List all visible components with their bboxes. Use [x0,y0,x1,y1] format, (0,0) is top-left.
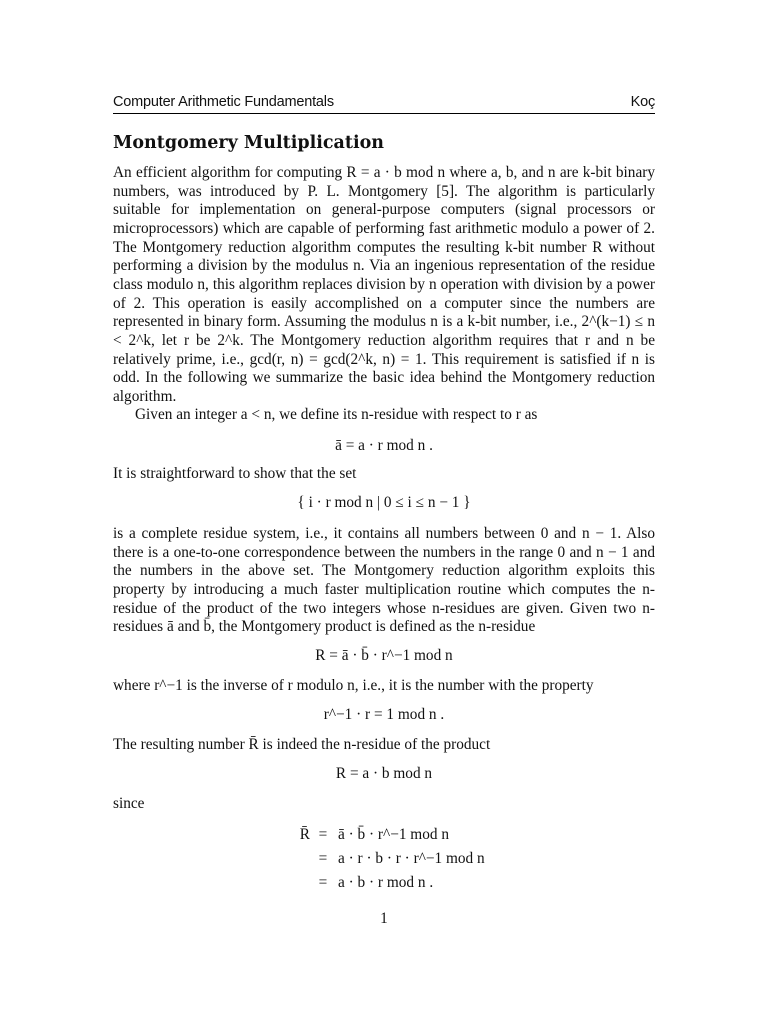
page-number: 1 [380,910,388,927]
paragraph-residue-system: is a complete residue system, i.e., it contains all numbers between 0 and n − 1. Also there is a one-to-one correspondence between the numbers in the range 0 and n − 1 and the numbers in the above set. The Montgomery reduction algorithm exploits this property by introducing a much faster multiplication routine which computes the n-residue of the product of the two integers whose n-residues are given. Given two n-residues ā and b̄, the Montgomery product is defined as the n-residue [113,525,655,636]
section-title: Montgomery Multiplication [113,133,385,153]
derivation-relation: = [318,874,328,891]
derivation-rhs: a · r · b · r · r^−1 mod n [338,850,485,867]
header-title: Computer Arithmetic Fundamentals [113,94,334,110]
header-rule [113,113,655,114]
paragraph-residue-def: Given an integer a < n, we define its n-residue with respect to r as [135,406,538,423]
derivation-lhs: R̄ [299,826,310,843]
paragraph-intro: An efficient algorithm for computing R = a · b mod n where a, b, and n are k-bit binary numbers, was introduced by P. L. Montgomery [5]. The algorithm is particularly suitable for implementation on general-purpose computers (signal processors or microprocessors) which are capable of performing fast arithmetic modulo a power of 2. The Montgomery reduction algorithm computes the resulting k-bit number R without performing a division by the modulus n. Via an ingenious representation of the residue class modulo n, this algorithm replaces division by n operation with division by a power of 2. This operation is easily accomplished on a computer since the numbers are represented in binary form. Assuming the modulus n is a k-bit number, i.e., 2^(k−1) ≤ n < 2^k, let r be 2^k. The Montgomery reduction algorithm requires that r and n be relatively prime, i.e., gcd(r, n) = gcd(2^k, n) = 1. This requirement is satisfied if n is odd. In the following we summarize the basic idea behind the Montgomery reduction algorithm. [113,164,655,405]
equation-residue: ā = a · r mod n . [335,437,433,454]
derivation-relation: = [318,850,328,867]
equation-product: R = a · b mod n [335,765,433,782]
derivation-rhs: ā · b̄ · r^−1 mod n [338,826,449,843]
equation-inverse-property: r^−1 · r = 1 mod n . [323,706,445,723]
paragraph-since: since [113,795,145,812]
equation-residue-set: { i · r mod n | 0 ≤ i ≤ n − 1 } [297,494,471,511]
derivation-rhs: a · b · r mod n . [338,874,434,891]
paragraph-resulting-number: The resulting number R̄ is indeed the n-residue of the product [113,736,491,753]
derivation-relation: = [318,826,328,843]
header-author: Koç [630,94,655,110]
paragraph-inverse: where r^−1 is the inverse of r modulo n, i.e., it is the number with the property [113,677,594,694]
paragraph-set-intro: It is straightforward to show that the set [113,465,357,482]
equation-montgomery-product: R = ā · b̄ · r^−1 mod n [315,647,453,664]
